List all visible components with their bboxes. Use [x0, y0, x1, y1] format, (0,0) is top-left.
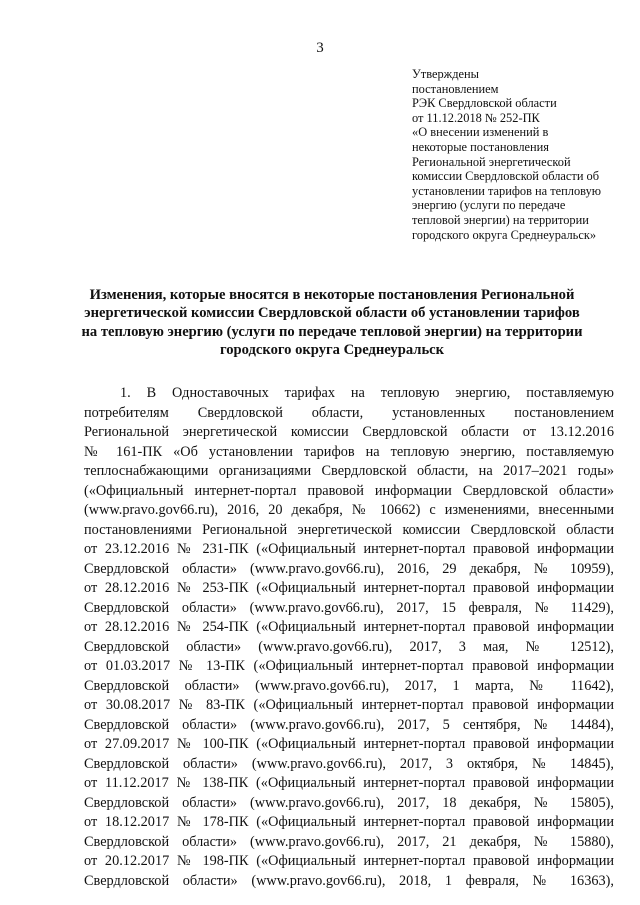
approval-block — [412, 67, 624, 242]
body-line: 1. В Одноставочных тарифах на тепловую энергию, поставляемую — [120, 385, 614, 401]
body-line: Свердловской области» (www.pravo.gov66.ru), 2017, 3 мая, № 12512), — [84, 638, 614, 655]
document-heading — [60, 286, 604, 360]
body-line: постановлениями Региональной энергетической комиссии Свердловской области — [84, 521, 614, 538]
approval-line: комиссии Свердловской области об — [412, 169, 600, 184]
approval-line: Утверждены — [412, 67, 479, 81]
body-line: от 28.12.2016 № 253-ПК («Официальный интернет-портал правовой информации — [84, 580, 614, 596]
body-line: от 18.12.2017 № 178-ПК («Официальный интернет-портал правовой информации — [84, 814, 614, 830]
body-line: от 23.12.2016 № 231-ПК («Официальный интернет-портал правовой информации — [84, 541, 614, 557]
body-line: № 161-ПК «Об установлении тарифов на тепловую энергию, поставляемую — [84, 443, 614, 460]
body-line: Региональной энергетической комиссии Свердловской области от 13.12.2016 — [84, 424, 614, 440]
approval-line: энергию (услуги по передаче — [412, 198, 566, 213]
approval-line: Региональной энергетической — [412, 154, 571, 169]
body-line: от 11.12.2017 № 138-ПК («Официальный интернет-портал правовой информации — [84, 775, 614, 791]
approval-line: постановлением — [412, 81, 499, 96]
body-line: Свердловской области» (www.pravo.gov66.ru), 2017, 18 декабря, № 15805), — [84, 794, 614, 811]
body-line: Свердловской области» (www.pravo.gov66.ru), 2017, 21 декабря, № 15880), — [84, 833, 614, 850]
body-line: (www.pravo.gov66.ru), 2016, 20 декабря, № 10662) с изменениями, внесенными — [84, 502, 614, 518]
body-line: Свердловской области» (www.pravo.gov66.ru), 2017, 3 октября, № 14845), — [84, 755, 614, 772]
body-line: от 28.12.2016 № 254-ПК («Официальный интернет-портал правовой информации — [84, 619, 614, 635]
approval-line: городского округа Среднеуральск» — [412, 227, 597, 242]
approval-line: некоторые постановления — [412, 139, 549, 154]
body-line: Свердловской области» (www.pravo.gov66.ru), 2017, 1 марта, № 11642), — [84, 677, 614, 694]
approval-line: «О внесении изменений в — [412, 125, 549, 140]
body-paragraph — [84, 384, 614, 891]
body-line: от 30.08.2017 № 83-ПК («Официальный интернет-портал правовой информации — [84, 697, 614, 713]
body-line: от 27.09.2017 № 100-ПК («Официальный интернет-портал правовой информации — [84, 736, 614, 752]
heading-line: Изменения, которые вносятся в некоторые постановления Региональной — [89, 287, 575, 303]
heading-line: городского округа Среднеуральск — [219, 342, 445, 359]
heading-line: на тепловую энергию (услуги по передаче тепловой энергии) на территории — [81, 323, 583, 340]
body-line: Свердловской области» (www.pravo.gov66.ru), 2017, 5 сентября, № 14484), — [84, 716, 614, 733]
body-line: теплоснабжающими организациями Свердловской области, на 2017–2021 годы» — [84, 463, 614, 479]
body-line: Свердловской области» (www.pravo.gov66.ru), 2018, 1 февраля, № 16363), — [84, 872, 614, 889]
body-line: от 01.03.2017 № 13-ПК («Официальный интернет-портал правовой информации — [84, 658, 614, 674]
body-line: Свердловской области» (www.pravo.gov66.ru), 2016, 29 декабря, № 10959), — [84, 560, 614, 577]
approval-line: установлении тарифов на тепловую — [412, 183, 602, 198]
page-number: 3 — [316, 40, 324, 56]
approval-line: тепловой энергии) на территории — [412, 212, 589, 227]
body-line: от 20.12.2017 № 198-ПК («Официальный интернет-портал правовой информации — [84, 853, 614, 869]
body-line: («Официальный интернет-портал правовой информации Свердловской области» — [84, 482, 614, 499]
body-line: потребителям Свердловской области, установленных постановлением — [84, 404, 614, 421]
approval-line: от 11.12.2018 № 252-ПК — [412, 110, 540, 125]
body-line: Свердловской области» (www.pravo.gov66.ru), 2017, 15 февраля, № 11429), — [84, 599, 614, 616]
heading-line: энергетической комиссии Свердловской области об установлении тарифов — [84, 305, 580, 322]
approval-line: РЭК Свердловской области — [412, 96, 557, 111]
